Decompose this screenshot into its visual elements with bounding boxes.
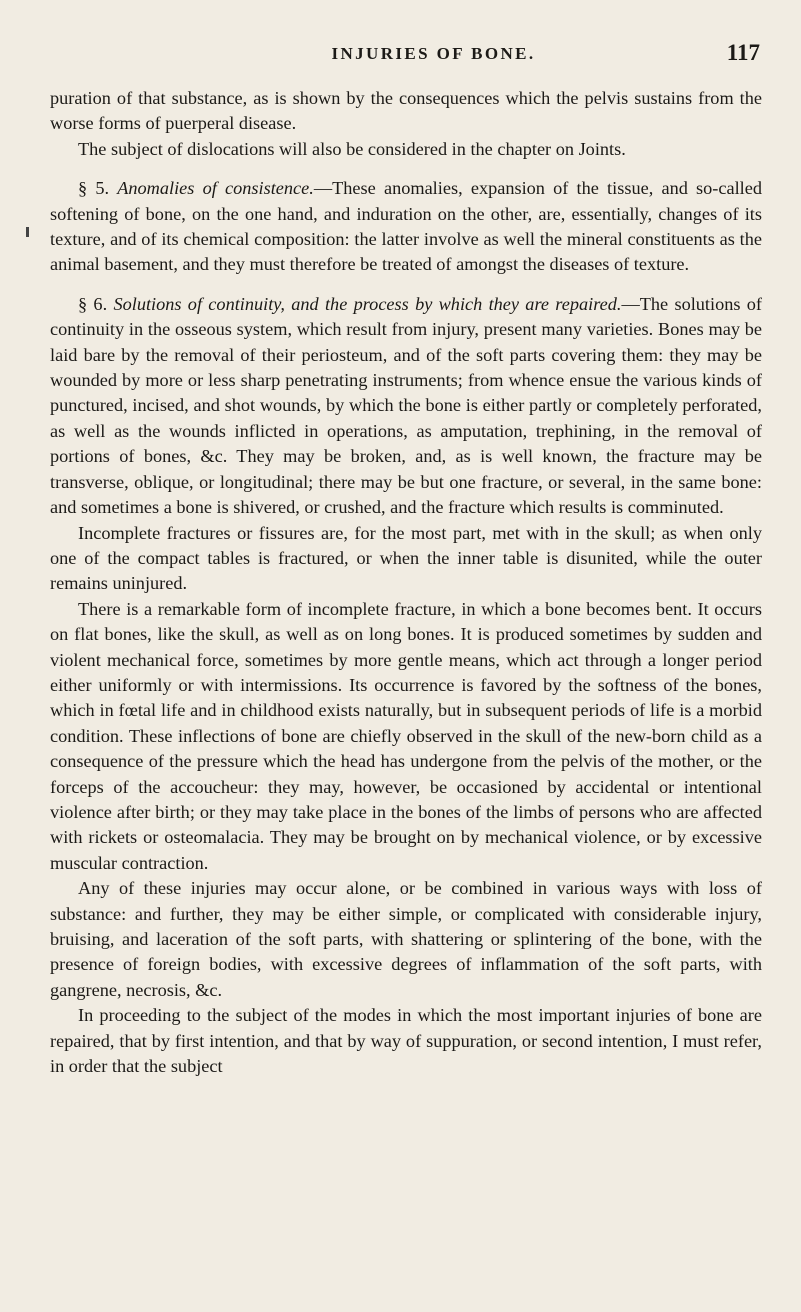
section-5 — [50, 176, 762, 278]
body-text — [50, 86, 762, 1079]
paragraph-bent-bone: There is a remarkable form of incomplete fracture, in which a bone becomes bent. It occurs on flat bones, like the skull, as well as on long bones. It is produced sometimes by sudden and violent mechanical force, sometimes by more gentle means, which act through a longer period either uniformly or with intermissions. Its occurrence is favored by the softness of the bones, which in fœtal life and in childhood exists naturally, but in subsequent periods of life is a morbid condition. These inflections of bone are chiefly observed in the skull of the new-born child as a consequence of the pressure which the head has undergone from the pelvis of the mother, or the forceps of the accoucheur: they may, however, be occasioned by accidental or intentional violence after birth; or they may take place in the bones of the limbs of persons who are affected with rickets or osteomalacia. They may be brought on by mechanical violence, or by excessive muscular contraction. — [50, 598, 762, 873]
section-6-text: —The solutions of continuity in the osseous system, which result from injury, present many varieties. Bones may be laid bare by the removal of their periosteum, and of the soft parts covering them: they may be wounded by more or less sharp penetrating instruments; from whence ensue the various kinds of punctured, incised, and shot wounds, by which the bone is either partly or completely perforated, as well as the wounds inflicted in operations, as amputation, trephining, in the removal of portions of bones, &c. They may be broken, and, as is well known, the fracture may be transverse, oblique, or longitudinal; there may be but one fracture, or several, in the same bone: and sometimes a bone is shivered, or crushed, and the fracture which results is comminuted. — [50, 293, 763, 518]
running-title: INJURIES OF BONE. — [331, 44, 536, 63]
paragraph-dislocations: The subject of dislocations will also be considered in the chapter on Joints. — [78, 138, 626, 159]
section-5-heading: Anomalies of consistence. — [117, 178, 314, 199]
section-6-heading: Solutions of continuity, and the process by which they are repaired. — [113, 293, 622, 314]
section-6 — [50, 292, 762, 521]
running-head — [50, 26, 762, 66]
paragraph-combined-injuries: Any of these injuries may occur alone, or be combined in various ways with loss of substance: and further, they may be either simple, or complicated with considerable injury, bruising, and laceration of the soft parts, with shattering or splintering of the bone, with the presence of foreign bodies, with excessive degrees of inflammation of the soft parts, with gangrene, necrosis, &c. — [50, 878, 762, 1000]
section-6-number: § 6. — [78, 293, 108, 314]
paragraph-continuation: puration of that substance, as is shown by the consequences which the pelvis sustains from the worse forms of puerperal disease. — [50, 88, 762, 134]
paragraph-incomplete-fractures: Incomplete fractures or fissures are, for the most part, met with in the skull; as when only one of the compact tables is fractured, or when the inner table is disunited, while the outer remains uninjured. — [50, 522, 762, 594]
book-page — [50, 26, 762, 1079]
page-number: 117 — [726, 40, 760, 65]
section-5-text: —These anomalies, expansion of the tissue, and so-called softening of bone, on the one hand, and induration on the other, are, essentially, changes of its texture, and of its chemical composition: the latter involve as well the mineral constituents as the animal basement, and they must therefore be treated of amongst the diseases of texture. — [50, 178, 763, 275]
margin-mark — [26, 227, 29, 237]
paragraph-repair-modes: In proceeding to the subject of the modes in which the most important injuries of bone are repaired, that by first intention, and that by way of suppuration, or second intention, I must refer, in order that the subject — [50, 1005, 762, 1077]
section-5-number: § 5. — [78, 178, 110, 199]
